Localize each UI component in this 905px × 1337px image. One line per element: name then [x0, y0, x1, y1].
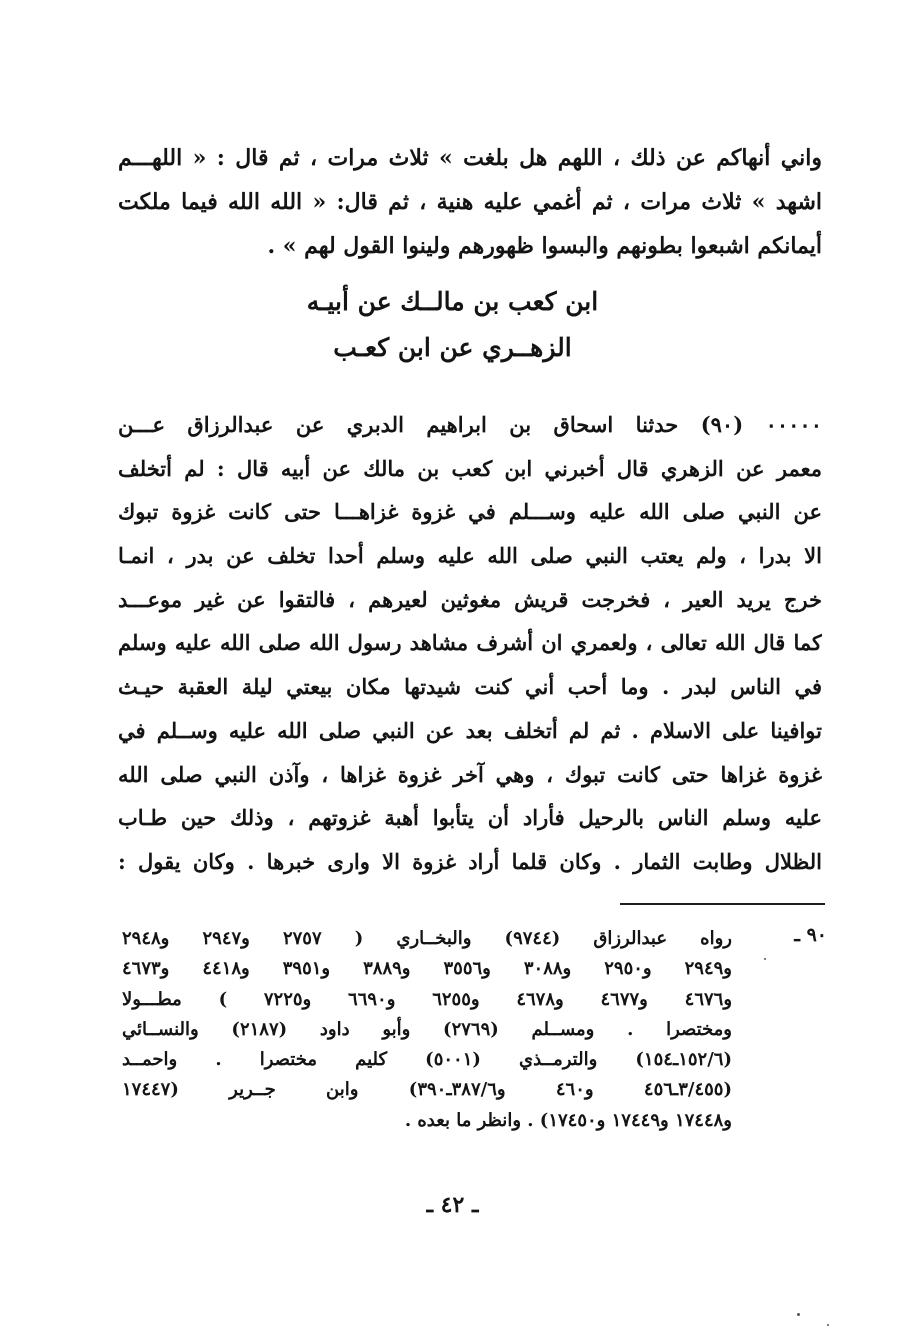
footnote-line: و٢٩٤٩ و٢٩٥٠ و٣٠٨٨ و٣٥٥٦ و٣٨٨٩ و٣٩٥١ و٤٤١٨ و٤٦٧٣: [122, 958, 732, 980]
text-line: عليه وسلم الناس بالرحيل فأراد أن يتأبوا أهبة غزوتهم ، وذلك حين طـاب: [118, 805, 822, 831]
hadith-paragraph: [118, 403, 822, 884]
scan-speck: [797, 1313, 800, 1316]
section-subheading: الزهــري عن ابن كعـب: [333, 333, 572, 362]
text-line: أيمانكم اشبعوا بطونهم والبسوا ظهورهم ولينوا القول لهم » .: [267, 233, 822, 259]
footnote-line: (٣/٤٥٥ـ٤٥٦ و٤٦٠ و٣٨٧/٦ـ٣٩٠) وابن جــرير (١٧٤٤٧: [122, 1079, 732, 1101]
footnote-line: رواه عبدالرزاق (٩٧٤٤) والبخــاري ( ٢٧٥٧ و٢٩٤٧ و٢٩٤٨: [122, 928, 732, 949]
text-line: في الناس لبدر . وما أحب أني كنت شيدتها مكان بيعتي ليلة العقبة حيـث: [118, 674, 822, 700]
footnote-divider: [620, 903, 825, 905]
text-line: كما قال الله تعالى ، ولعمري ان أشرف مشاهد رسول الله صلى الله عليه وسلم: [118, 630, 822, 656]
text-line: ٠٠٠٠٠ (٩٠) حدثنا اسحاق بن ابراهيم الدبري عن عبدالرزاق عـــن: [118, 412, 822, 437]
footnote: [122, 924, 732, 1136]
text-line: خرج يريد العير ، فخرجت قريش مغوثين لعيرهم ، فالتقوا عن غير موعـــد: [118, 586, 822, 612]
text-line: اشهد » ثلاث مرات ، ثم أغمي عليه هنية ، ثم قال: « الله الله فيما ملكت: [118, 189, 822, 215]
text-line: توافينا على الاسلام . ثم لم أتخلف بعد عن النبي صلى الله عليه وســلم في: [118, 717, 822, 743]
section-heading: ابن كعب بن مالــك عن أبيـه: [306, 287, 599, 316]
text-line: الظلال وطابت الثمار . وكان قلما أراد غزوة الا وارى خبرها . وكان يقول :: [118, 848, 822, 874]
footnote-marker: ٩٠ ـ: [794, 924, 827, 946]
text-line: غزوة غزاها حتى كانت تبوك ، وهي آخر غزوة غزاها ، وآذن النبي صلى الله: [118, 761, 822, 787]
text-line: معمر عن الزهري قال أخبرني ابن كعب بن مالك عن أبيه قال : لم أتخلف: [118, 455, 822, 481]
footnote-line: ومختصرا . ومســلم (٢٧٦٩) وأبو داود (٢١٨٧) والنســائي: [122, 1018, 732, 1040]
page-number: ـ ٤٢ ـ: [426, 1192, 479, 1218]
scan-speck: [764, 958, 766, 960]
footnote-line: (١٥٢/٦ـ١٥٤) والترمــذي (٥٠٠١) كليم مختصرا . واحمــد: [122, 1049, 732, 1071]
text-line: واني أنهاكم عن ذلك ، اللهم هل بلغت » ثلاث مرات ، ثم قال : « اللهـــم: [118, 145, 822, 171]
intro-paragraph: [118, 136, 822, 268]
footnote-line: و٤٦٧٦ و٤٦٧٧ و٤٦٧٨ و٦٢٥٥ و٦٦٩٠ و٧٢٢٥ ) مطـــولا: [122, 988, 732, 1010]
text-line: عن النبي صلى الله عليه وســـلم في غزوة غزاهـــا حتى كانت غزوة تبوك: [118, 499, 822, 525]
text-line: الا بدرا ، ولم يعتب النبي صلى الله عليه وسلم أحدا تخلف عن بدر ، انمـا: [118, 543, 822, 569]
scan-speck: [827, 1324, 829, 1326]
footnote-line: و١٧٤٤٨ و١٧٤٤٩ و١٧٤٥٠) . وانظر ما بعده .: [404, 1109, 732, 1131]
